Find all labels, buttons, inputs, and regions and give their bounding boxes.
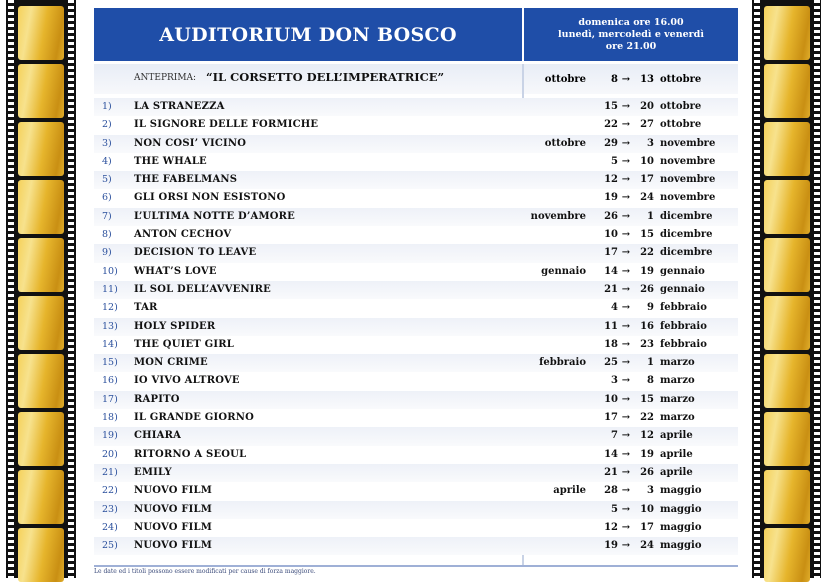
end-month: ottobre xyxy=(660,119,702,131)
arrow: → xyxy=(621,119,631,131)
end-month: marzo xyxy=(660,357,695,369)
film-row xyxy=(94,171,738,189)
start-day: 5 xyxy=(611,503,618,515)
end-month: marzo xyxy=(660,375,695,387)
film-title: NUOVO FILM xyxy=(134,503,213,515)
start-day: 12 xyxy=(604,521,618,533)
film-row xyxy=(94,464,738,482)
end-day: 17 xyxy=(640,521,654,533)
start-day: 29 xyxy=(604,137,618,149)
film-row xyxy=(94,189,738,207)
film-row xyxy=(94,208,738,226)
end-month: novembre xyxy=(660,174,716,186)
film-title: IL SOL DELL’AVVENIRE xyxy=(134,283,271,295)
film-perforation xyxy=(754,0,760,578)
film-title: MON CRIME xyxy=(134,357,208,369)
end-month: novembre xyxy=(660,155,716,167)
film-perforation xyxy=(68,0,74,578)
end-day: 16 xyxy=(640,320,654,332)
start-day: 10 xyxy=(604,229,618,241)
arrow: → xyxy=(621,375,631,387)
film-number: 2) xyxy=(102,119,112,131)
film-number: 14) xyxy=(102,338,118,350)
end-month: febbraio xyxy=(660,302,707,314)
film-row xyxy=(94,336,738,354)
film-row xyxy=(94,427,738,445)
film-title: IO VIVO ALTROVE xyxy=(134,375,240,387)
arrow: → xyxy=(621,320,631,332)
start-day: 4 xyxy=(611,302,618,314)
end-month: novembre xyxy=(660,137,716,149)
start-month: febbraio xyxy=(539,357,586,369)
film-row xyxy=(94,263,738,281)
start-day: 19 xyxy=(604,540,618,552)
end-month: febbraio xyxy=(660,338,707,350)
film-row xyxy=(94,501,738,519)
film-frame xyxy=(18,6,64,60)
film-frame xyxy=(18,528,64,582)
film-row xyxy=(94,318,738,336)
film-number: 19) xyxy=(102,430,118,442)
end-day: 10 xyxy=(640,503,654,515)
arrow: → xyxy=(621,393,631,405)
film-row xyxy=(94,116,738,134)
arrow: → xyxy=(621,430,631,442)
film-row xyxy=(94,354,738,372)
film-number: 20) xyxy=(102,448,118,460)
start-day: 10 xyxy=(604,393,618,405)
arrow: → xyxy=(621,540,631,552)
film-number: 11) xyxy=(102,283,118,295)
end-month: aprile xyxy=(660,448,693,460)
arrow: → xyxy=(621,503,631,515)
arrow: → xyxy=(621,521,631,533)
film-frame xyxy=(18,122,64,176)
end-day: 8 xyxy=(647,375,654,387)
end-day: 26 xyxy=(640,283,654,295)
film-row xyxy=(94,98,738,116)
arrow: → xyxy=(621,357,631,369)
film-frame xyxy=(764,412,810,466)
arrow: → xyxy=(621,155,631,167)
arrow: → xyxy=(621,101,631,112)
end-day: 24 xyxy=(640,192,654,204)
film-title: ANTON CECHOV xyxy=(134,229,232,241)
film-frame xyxy=(18,412,64,466)
end-month: novembre xyxy=(660,192,716,204)
film-frame xyxy=(764,238,810,292)
preview-start-month: ottobre xyxy=(544,74,586,85)
film-number: 8) xyxy=(102,229,112,241)
film-frame xyxy=(18,354,64,408)
end-day: 26 xyxy=(640,466,654,478)
film-title: NUOVO FILM xyxy=(134,521,213,533)
film-title: RAPITO xyxy=(134,393,180,405)
start-day: 21 xyxy=(604,283,618,295)
film-row xyxy=(94,391,738,409)
start-month: novembre xyxy=(530,210,586,222)
end-day: 15 xyxy=(640,229,654,241)
end-day: 10 xyxy=(640,155,654,167)
start-day: 25 xyxy=(604,357,618,369)
end-month: maggio xyxy=(660,503,702,515)
arrow: → xyxy=(621,283,631,295)
film-number: 15) xyxy=(102,357,118,369)
film-number: 5) xyxy=(102,174,112,186)
arrow: → xyxy=(621,412,631,424)
end-month: marzo xyxy=(660,393,695,405)
start-day: 21 xyxy=(604,466,618,478)
film-frame xyxy=(764,64,810,118)
start-day: 14 xyxy=(604,448,618,460)
film-title: WHAT’S LOVE xyxy=(134,265,217,277)
film-number: 16) xyxy=(102,375,118,387)
film-row xyxy=(94,244,738,262)
arrow: → xyxy=(621,485,631,497)
film-frame xyxy=(18,238,64,292)
end-day: 9 xyxy=(647,302,654,314)
film-number: 6) xyxy=(102,192,112,204)
film-strip-left xyxy=(6,0,76,578)
film-frame xyxy=(764,180,810,234)
film-frame xyxy=(764,6,810,60)
arrow: → xyxy=(621,247,631,259)
arrow: → xyxy=(621,448,631,460)
film-number: 12) xyxy=(102,302,118,314)
end-day: 17 xyxy=(640,174,654,186)
film-number: 10) xyxy=(102,265,118,277)
start-day: 12 xyxy=(604,174,618,186)
film-title: LA STRANEZZA xyxy=(134,101,225,112)
film-number: 23) xyxy=(102,503,118,515)
film-strip-right xyxy=(752,0,821,578)
start-day: 17 xyxy=(604,247,618,259)
start-day: 18 xyxy=(604,338,618,350)
film-row xyxy=(94,281,738,299)
start-day: 19 xyxy=(604,192,618,204)
film-title: TAR xyxy=(134,302,158,314)
film-number: 1) xyxy=(102,101,112,112)
film-title: RITORNO A SEOUL xyxy=(134,448,247,460)
preview-start-day: 8 xyxy=(611,74,618,85)
film-title: THE QUIET GIRL xyxy=(134,338,235,350)
film-number: 21) xyxy=(102,466,118,478)
start-day: 22 xyxy=(604,119,618,131)
end-month: dicembre xyxy=(660,229,713,241)
arrow: → xyxy=(621,302,631,314)
film-row xyxy=(94,537,738,555)
end-day: 27 xyxy=(640,119,654,131)
film-row xyxy=(94,519,738,537)
film-number: 3) xyxy=(102,137,112,149)
footnote: Le date ed i titoli possono essere modificati per cause di forza maggiore. xyxy=(94,568,316,575)
film-title: L’ULTIMA NOTTE D’AMORE xyxy=(134,210,295,222)
preview-arrow: → xyxy=(621,74,631,85)
arrow: → xyxy=(621,466,631,478)
film-frame xyxy=(18,296,64,350)
film-frame xyxy=(18,180,64,234)
film-title: THE WHALE xyxy=(134,155,207,167)
start-month: aprile xyxy=(553,485,586,497)
film-perforation xyxy=(814,0,820,578)
preview-title: “IL CORSETTO DELL’IMPERATRICE” xyxy=(206,70,445,84)
film-row xyxy=(94,153,738,171)
film-title: EMILY xyxy=(134,466,172,478)
end-day: 3 xyxy=(647,485,654,497)
programme-panel xyxy=(94,8,738,566)
film-row xyxy=(94,372,738,390)
film-row xyxy=(94,482,738,500)
end-month: gennaio xyxy=(660,283,705,295)
film-frame xyxy=(764,122,810,176)
end-month: maggio xyxy=(660,521,702,533)
arrow: → xyxy=(621,174,631,186)
arrow: → xyxy=(621,229,631,241)
start-month: gennaio xyxy=(541,265,586,277)
page-title: AUDITORIUM DON BOSCO xyxy=(94,8,522,61)
end-day: 1 xyxy=(647,357,654,369)
film-title: CHIARA xyxy=(134,430,182,442)
film-number: 4) xyxy=(102,155,112,167)
start-day: 17 xyxy=(604,412,618,424)
end-month: aprile xyxy=(660,430,693,442)
showtime-hour: ore 21.00 xyxy=(605,40,657,52)
preview-end-month: ottobre xyxy=(660,74,702,85)
preview-row xyxy=(94,64,738,94)
film-row xyxy=(94,226,738,244)
start-day: 28 xyxy=(604,485,618,497)
film-title: IL GRANDE GIORNO xyxy=(134,412,255,424)
arrow: → xyxy=(621,338,631,350)
film-number: 25) xyxy=(102,540,118,552)
end-month: febbraio xyxy=(660,320,707,332)
end-month: gennaio xyxy=(660,265,705,277)
showtime-sunday: domenica ore 16.00 xyxy=(578,16,684,28)
start-day: 15 xyxy=(604,101,618,112)
start-day: 11 xyxy=(604,320,618,332)
film-list xyxy=(94,98,738,555)
end-day: 23 xyxy=(640,338,654,350)
end-day: 24 xyxy=(640,540,654,552)
bottom-divider xyxy=(94,565,738,567)
film-frame xyxy=(764,296,810,350)
film-title: IL SIGNORE DELLE FORMICHE xyxy=(134,119,319,131)
film-row xyxy=(94,446,738,464)
end-day: 22 xyxy=(640,412,654,424)
showtimes-box xyxy=(524,8,738,61)
film-number: 18) xyxy=(102,412,118,424)
end-day: 3 xyxy=(647,137,654,149)
start-day: 3 xyxy=(611,375,618,387)
end-day: 19 xyxy=(640,265,654,277)
film-number: 7) xyxy=(102,210,112,222)
arrow: → xyxy=(621,210,631,222)
end-day: 12 xyxy=(640,430,654,442)
film-frame xyxy=(764,354,810,408)
end-day: 19 xyxy=(640,448,654,460)
arrow: → xyxy=(621,265,631,277)
preview-label: ANTEPRIMA: xyxy=(134,73,197,83)
start-month: ottobre xyxy=(544,137,586,149)
film-frame xyxy=(18,64,64,118)
film-title: DECISION TO LEAVE xyxy=(134,247,257,259)
film-number: 17) xyxy=(102,393,118,405)
end-day: 22 xyxy=(640,247,654,259)
film-row xyxy=(94,299,738,317)
film-number: 22) xyxy=(102,485,118,497)
end-day: 1 xyxy=(647,210,654,222)
showtime-weekdays: lunedì, mercoledì e venerdì xyxy=(558,28,704,40)
film-number: 13) xyxy=(102,320,118,332)
end-day: 20 xyxy=(640,101,654,112)
film-perforation xyxy=(8,0,14,578)
end-month: ottobre xyxy=(660,101,702,112)
end-month: maggio xyxy=(660,540,702,552)
film-row xyxy=(94,135,738,153)
start-day: 26 xyxy=(604,210,618,222)
film-frame xyxy=(764,470,810,524)
end-month: maggio xyxy=(660,485,702,497)
end-month: dicembre xyxy=(660,247,713,259)
end-month: marzo xyxy=(660,412,695,424)
film-title: GLI ORSI NON ESISTONO xyxy=(134,192,286,204)
start-day: 7 xyxy=(611,430,618,442)
arrow: → xyxy=(621,192,631,204)
film-number: 24) xyxy=(102,521,118,533)
arrow: → xyxy=(621,137,631,149)
end-day: 15 xyxy=(640,393,654,405)
start-day: 5 xyxy=(611,155,618,167)
film-title: NUOVO FILM xyxy=(134,485,213,497)
film-title: NUOVO FILM xyxy=(134,540,213,552)
end-month: dicembre xyxy=(660,210,713,222)
film-title: HOLY SPIDER xyxy=(134,320,216,332)
end-month: aprile xyxy=(660,466,693,478)
film-frame xyxy=(764,528,810,582)
film-number: 9) xyxy=(102,247,112,259)
preview-end-day: 13 xyxy=(640,74,654,85)
film-title: THE FABELMANS xyxy=(134,174,238,186)
film-row xyxy=(94,409,738,427)
film-title: NON COSI’ VICINO xyxy=(134,137,247,149)
film-frame xyxy=(18,470,64,524)
start-day: 14 xyxy=(604,265,618,277)
